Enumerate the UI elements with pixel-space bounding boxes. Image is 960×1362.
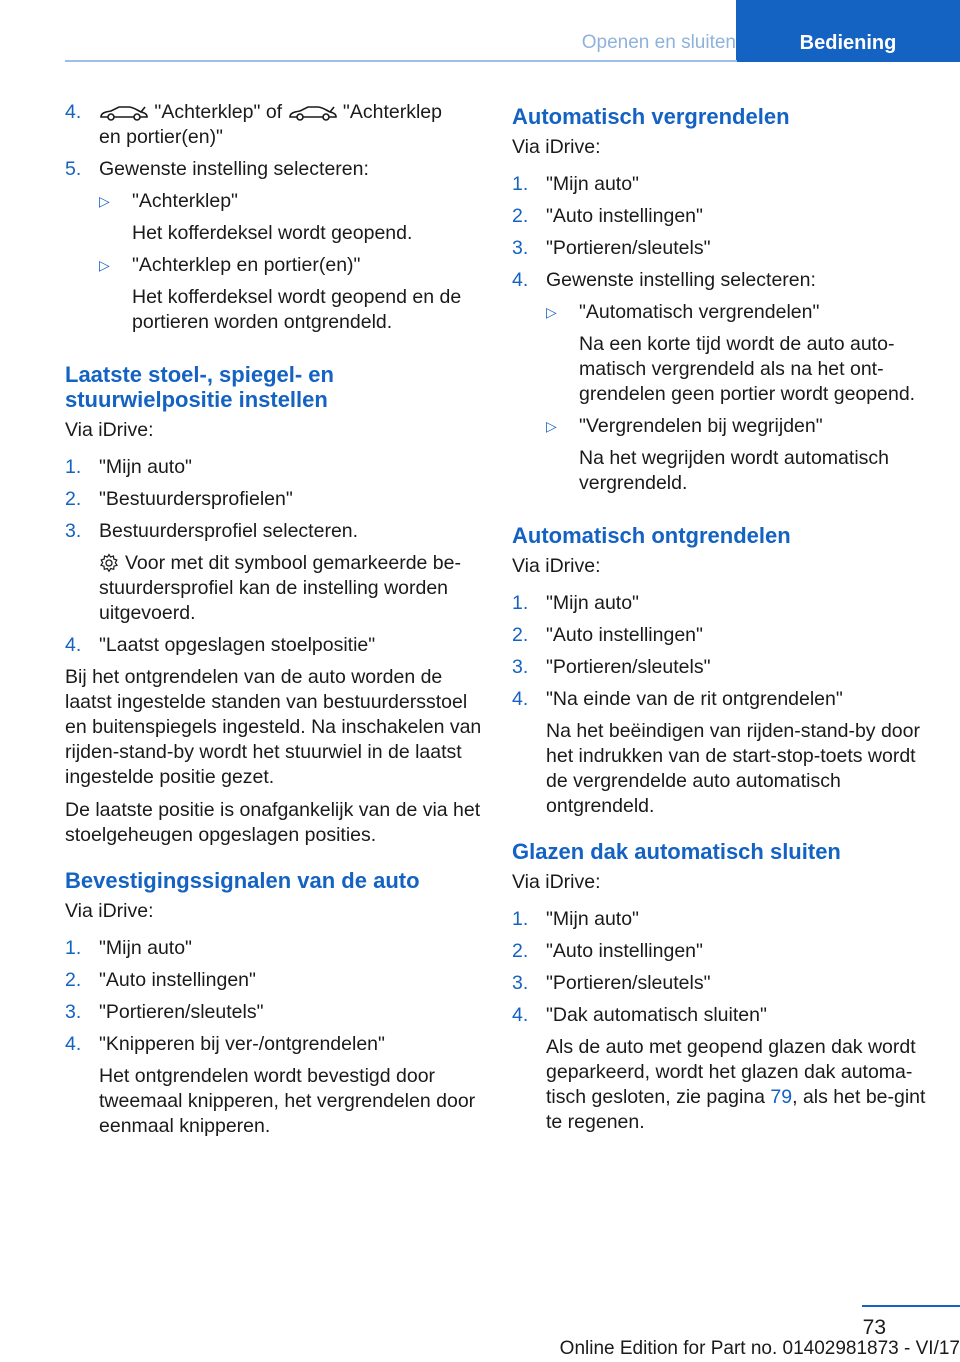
section-heading: Bevestigingssignalen van de auto — [65, 868, 420, 893]
list-text: Gewenste instelling selecteren: — [546, 269, 816, 291]
list-item — [65, 936, 485, 961]
bullet-item — [99, 189, 485, 246]
list-number: 3. — [65, 1001, 82, 1023]
list-text: "Auto instellingen" — [546, 205, 703, 227]
triangle-bullet-icon: ▷ — [546, 418, 557, 434]
list-number: 2. — [65, 488, 82, 510]
triangle-bullet-icon: ▷ — [546, 304, 557, 320]
settings-gear-icon — [99, 553, 119, 573]
desc-text: Als de auto met geopend glazen dak wordt geparkeerd, wordt het glazen dak automa-tisch gesloten, zie pagina — [546, 1036, 916, 1108]
list-text: en portier(en)" — [99, 126, 223, 148]
list-text: Bestuurdersprofiel selecteren. — [99, 520, 359, 542]
list-text: "Portieren/sleutels" — [546, 237, 711, 259]
car-rear-icon — [99, 104, 149, 122]
item-desc — [546, 1035, 932, 1135]
bullet-item — [546, 300, 932, 407]
via-label: Via iDrive: — [512, 136, 601, 158]
list-text: "Na einde van de rit ontgrendelen" — [546, 688, 843, 710]
list-number: 3. — [512, 237, 529, 259]
footer-rule — [862, 1305, 960, 1307]
list-number: 3. — [512, 656, 529, 678]
list-text: "Achterklep — [342, 101, 442, 123]
triangle-bullet-icon: ▷ — [99, 257, 110, 273]
list-text: "Bestuurdersprofielen" — [99, 488, 293, 510]
list-text: "Mijn auto" — [546, 908, 639, 930]
list-number: 3. — [65, 520, 82, 542]
note-text: Voor met dit symbool gemarkeerde be-stuurdersprofiel kan de instelling worden uitgevoerd. — [99, 552, 461, 624]
edition-text: Online Edition for Part no. 01402981873 - VI/17 — [559, 1338, 960, 1359]
list-item — [65, 1032, 485, 1139]
list-text: Gewenste instelling selecteren: — [99, 158, 369, 180]
section-heading: Laatste stoel-, spiegel- en stuurwielpositie instellen — [65, 362, 334, 412]
list-number: 2. — [512, 624, 529, 646]
option-label: "Achterklep" — [132, 190, 238, 212]
desc-text: , als het be-gint te regenen. — [546, 1086, 926, 1133]
list-text: "Portieren/sleutels" — [546, 972, 711, 994]
triangle-bullet-icon: ▷ — [99, 193, 110, 209]
list-number: 4. — [65, 101, 82, 123]
list-item — [512, 591, 932, 616]
list-item — [512, 204, 932, 229]
section-heading: Automatisch vergrendelen — [512, 104, 790, 129]
right-column — [512, 100, 932, 1142]
list-number: 2. — [512, 940, 529, 962]
list-number: 1. — [512, 173, 529, 195]
list-number: 2. — [65, 969, 82, 991]
list-text: "Auto instellingen" — [546, 940, 703, 962]
list-item — [512, 971, 932, 996]
page-header — [0, 0, 960, 62]
list-item — [65, 455, 485, 480]
list-number: 1. — [65, 937, 82, 959]
list-number: 4. — [512, 269, 529, 291]
via-label: Via iDrive: — [65, 900, 154, 922]
list-text: "Mijn auto" — [99, 456, 192, 478]
list-number: 4. — [65, 634, 82, 656]
option-desc: Na een korte tijd wordt de auto auto-matisch vergrendeld als na het ont-grendelen geen portier wordt geopend. — [579, 333, 916, 405]
list-text: "Mijn auto" — [99, 937, 192, 959]
list-item — [65, 633, 485, 658]
via-label: Via iDrive: — [512, 871, 601, 893]
list-number: 4. — [512, 688, 529, 710]
list-text: "Auto instellingen" — [99, 969, 256, 991]
list-text: "Dak automatisch sluiten" — [546, 1004, 767, 1026]
list-item — [512, 687, 932, 819]
list-number: 1. — [65, 456, 82, 478]
header-rule — [65, 60, 737, 62]
list-number: 3. — [512, 972, 529, 994]
list-number: 2. — [512, 205, 529, 227]
option-label: "Achterklep en portier(en)" — [132, 254, 361, 276]
list-text: "Portieren/sleutels" — [546, 656, 711, 678]
option-desc: Het kofferdeksel wordt geopend. — [132, 222, 413, 244]
list-item — [512, 172, 932, 197]
list-item — [512, 939, 932, 964]
list-number: 4. — [512, 1004, 529, 1026]
option-label: "Vergrendelen bij wegrijden" — [579, 415, 823, 437]
list-item — [65, 968, 485, 993]
page-number: 73 — [862, 1316, 886, 1339]
list-item — [512, 1003, 932, 1135]
via-label: Via iDrive: — [512, 555, 601, 577]
list-number: 4. — [65, 1033, 82, 1055]
list-text: "Laatst opgeslagen stoelpositie" — [99, 634, 376, 656]
list-number: 1. — [512, 908, 529, 930]
page-link[interactable]: 79 — [770, 1086, 793, 1108]
list-item — [512, 236, 932, 261]
paragraph: Bij het ontgrendelen van de auto worden de laatst ingestelde standen van bestuurdersstoel en buitenspiegels ingesteld. Na inschakelen van rijden-stand-by wordt het stuurwiel in de laatst ingestelde positie gezet. — [65, 666, 482, 788]
item-desc: Na het beëindigen van rijden-stand-by door het indrukken van de start-stop-toets wordt de vergrendelde auto automatisch ontgrendeld. — [546, 720, 920, 817]
section-heading: Automatisch ontgrendelen — [512, 523, 791, 548]
option-desc: Het kofferdeksel wordt geopend en de portieren worden ontgrendeld. — [132, 286, 462, 333]
list-item — [512, 655, 932, 680]
list-text: "Knipperen bij ver-/ontgrendelen" — [99, 1033, 385, 1055]
list-text: "Mijn auto" — [546, 173, 639, 195]
paragraph: De laatste positie is onafgankelijk van de via het stoelgeheugen opgeslagen posities. — [65, 799, 481, 846]
list-text: "Portieren/sleutels" — [99, 1001, 264, 1023]
bullet-item — [99, 253, 485, 335]
list-item — [512, 907, 932, 932]
option-desc: Na het wegrijden wordt automatisch vergrendeld. — [579, 447, 889, 494]
list-text: "Achterklep" of — [154, 101, 283, 123]
car-rear-doors-icon — [288, 104, 338, 122]
section-heading: Glazen dak automatisch sluiten — [512, 839, 841, 864]
list-item — [512, 623, 932, 648]
list-item — [512, 268, 932, 503]
list-item — [65, 519, 485, 626]
list-item — [65, 1000, 485, 1025]
list-text: "Mijn auto" — [546, 592, 639, 614]
bullet-item — [546, 414, 932, 496]
list-text: "Auto instellingen" — [546, 624, 703, 646]
list-item — [65, 487, 485, 512]
list-number: 1. — [512, 592, 529, 614]
left-column — [65, 100, 485, 1146]
header-chapter-tab: Bediening — [736, 0, 960, 62]
option-label: "Automatisch vergrendelen" — [579, 301, 820, 323]
header-section-title: Openen en sluiten — [581, 32, 736, 53]
list-item — [65, 157, 485, 342]
via-label: Via iDrive: — [65, 419, 154, 441]
item-desc: Het ontgrendelen wordt bevestigd door tweemaal knipperen, het vergrendelen door eenmaal knipperen. — [99, 1065, 476, 1137]
list-item — [65, 100, 485, 150]
list-number: 5. — [65, 158, 82, 180]
